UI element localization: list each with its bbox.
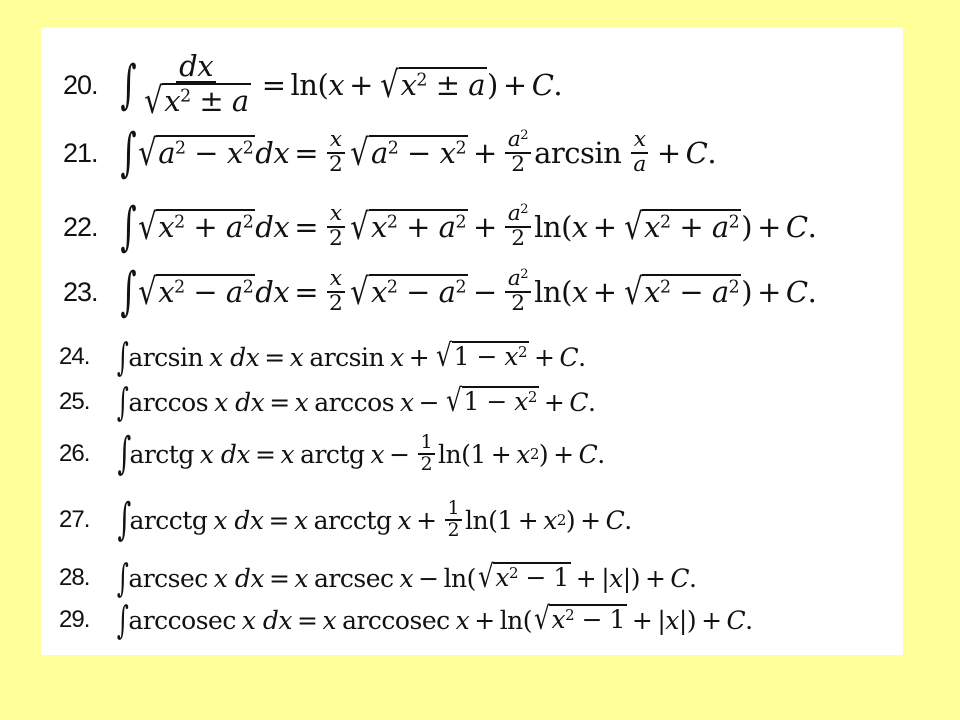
integral-sign: ∫ [116, 598, 129, 642]
formula-table-scan [41, 27, 903, 655]
formula-expression: ∫ arcsin x dx = x arcsin x + √ $1 - x^2$ + C . [116, 335, 586, 379]
integral-sign: ∫ [116, 335, 129, 379]
integral-sign: ∫ [117, 428, 131, 479]
integral-sign: ∫ [116, 380, 129, 424]
integral-sign: ∫ [116, 556, 129, 600]
formula-expression: ∫ arcsec x dx = x arcsec x − ln ( √ $x^2 - 1$ + | x |) + C . [116, 556, 697, 600]
formula-number: 20. [63, 69, 98, 100]
formula-number: 24. [59, 343, 90, 370]
integral-sign: ∫ [117, 494, 131, 545]
formula-number: 23. [63, 276, 98, 307]
formula-number: 21. [63, 137, 98, 168]
formula-row-26 [59, 419, 605, 489]
formula-expression: ∫ arcctg x dx = x arcctg x + $\frac{1}{2}$ ln (1 + x 2 ) + C . [117, 494, 632, 545]
formula-row-21 [63, 113, 716, 193]
integral-sign: ∫ [120, 123, 137, 183]
formula-number: 25. [59, 388, 90, 415]
formula-expression: ∫ arccos x dx = x arccos x − √ $1 - x^2$ + C . [116, 380, 596, 424]
formula-expression: ∫ dx √ $x^2 \pm a$ = ln ( x + √ $x^2 \pm a$ ) + C . [120, 48, 563, 123]
formula-number: 27. [59, 506, 90, 533]
formula-row-27 [59, 485, 632, 555]
formula-number: 26. [59, 440, 90, 467]
formula-number: 28. [59, 564, 90, 591]
fraction: dx √ $x^2 \pm a$ [143, 48, 249, 123]
formula-number: 29. [59, 606, 90, 633]
formula-expression: ∫ √ $x^2 - a^2$ dx = $\frac{x}{2}$ √ $x^2 - a^2$ − $\frac{a^2}{2}$ ln ( x + √ $x^2 - a^2$ ) + C . [120, 262, 817, 322]
formula-expression: ∫ arctg x dx = x arctg x − $\frac{1}{2}$ ln (1 + x 2 ) + C . [117, 428, 605, 479]
formula-expression: ∫ √ $a^2 - x^2$ dx = $\frac{x}{2}$ √ $a^2 - x^2$ + $\frac{a^2}{2}$ arcsin $\frac{x}{a}$ + C . [120, 123, 717, 183]
formula-expression: ∫ arccosec x dx = x arccosec x + ln ( √ $x^2 - 1$ + | x |) + C . [116, 598, 753, 642]
formula-number: 22. [63, 211, 98, 242]
formula-row-23 [63, 252, 816, 332]
formula-expression: ∫ √ $x^2 + a^2$ dx = $\frac{x}{2}$ √ $x^2 + a^2$ + $\frac{a^2}{2}$ ln ( x + √ $x^2 + a^2$ ) + C . [120, 197, 817, 257]
integral-sign: ∫ [120, 55, 137, 115]
formula-row-29 [59, 593, 753, 647]
integral-sign: ∫ [120, 197, 137, 257]
integral-sign: ∫ [120, 262, 137, 322]
